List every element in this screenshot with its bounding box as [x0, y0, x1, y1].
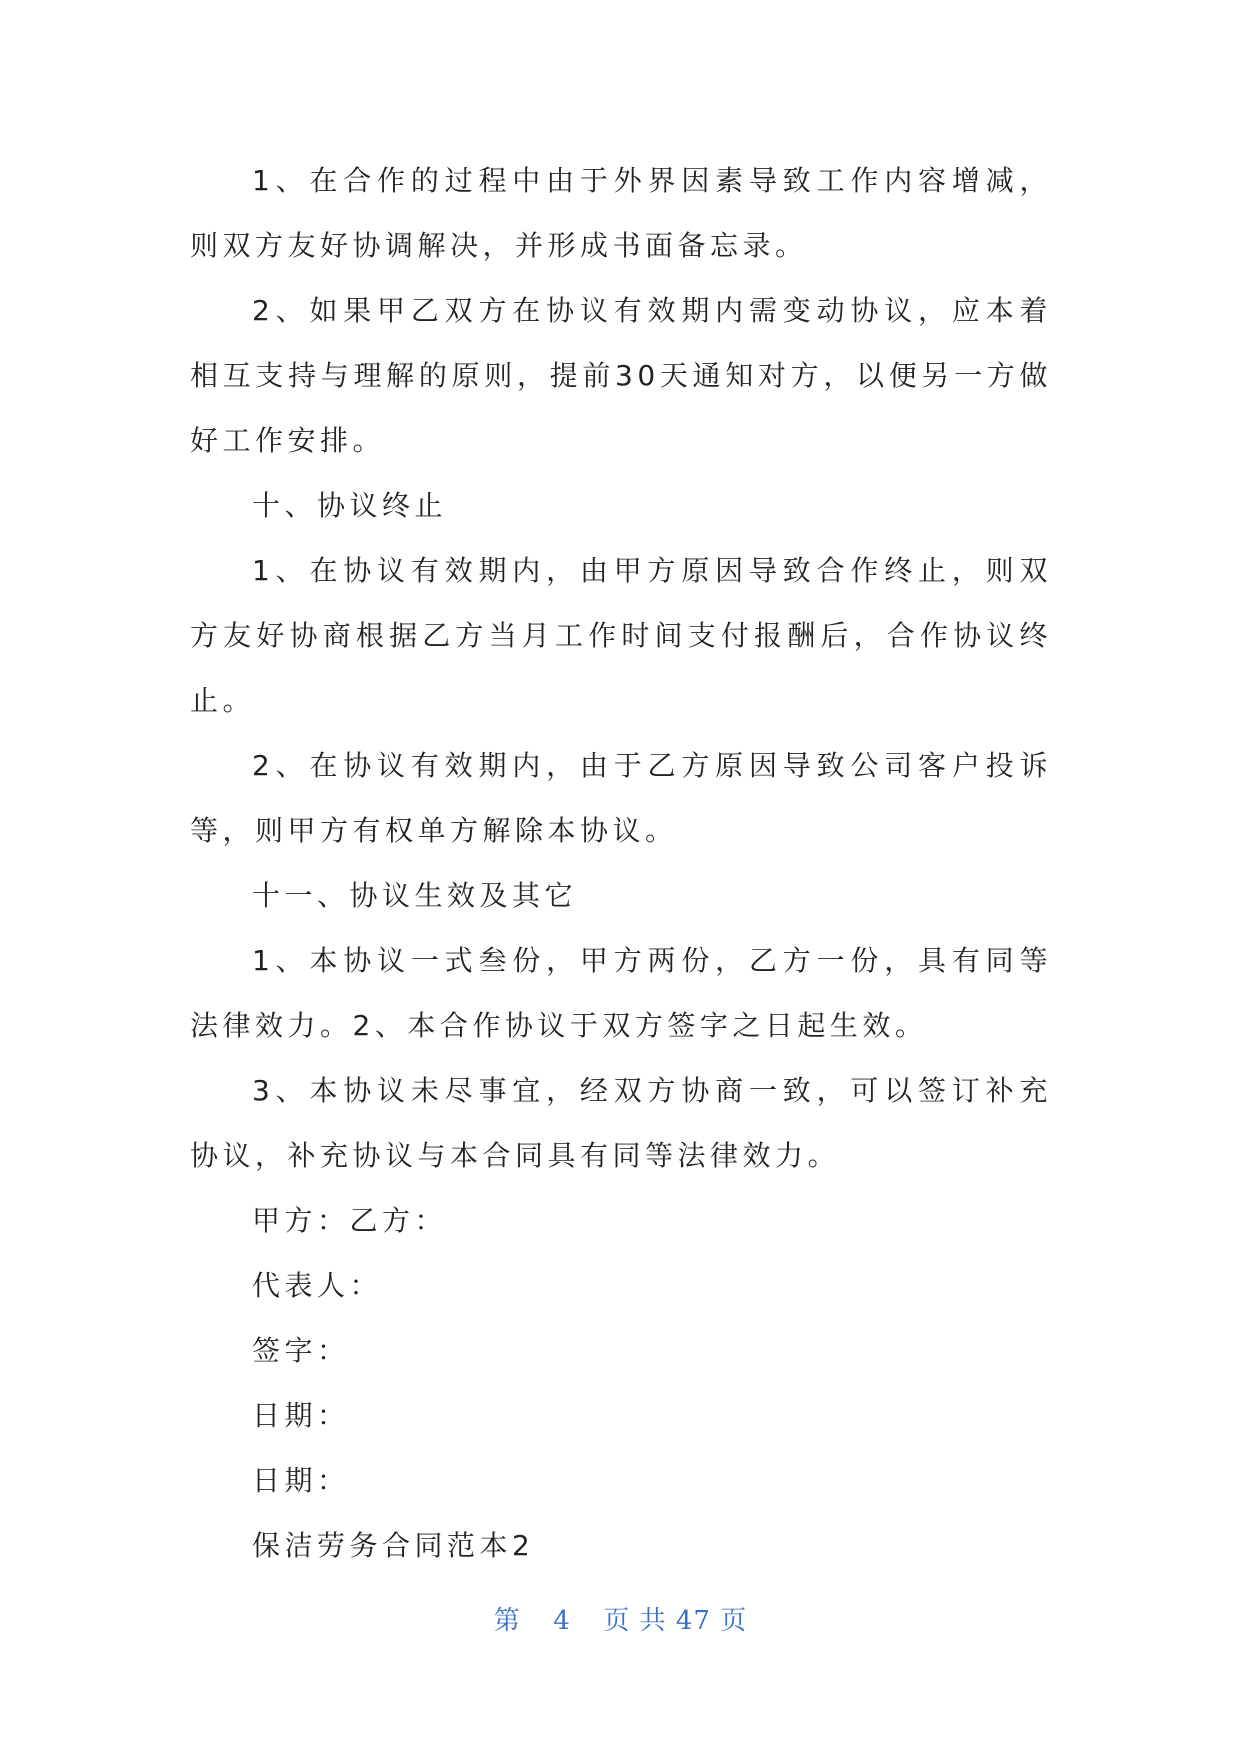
- footer-suffix: 页: [720, 1606, 748, 1636]
- paragraph-termination-2: 2、在协议有效期内，由于乙方原因导致公司客户投诉等，则甲方有权单方解除本协议。: [190, 749, 1052, 847]
- paragraph-termination-1: 1、在协议有效期内，由甲方原因导致合作终止，则双方友好协商根据乙方当月工作时间支付报酬后，合作协议终止。: [190, 554, 1052, 717]
- date-line-1: 日期：: [252, 1399, 350, 1432]
- footer-prefix: 第: [493, 1606, 521, 1636]
- page-number-footer: [0, 1600, 1241, 1637]
- section-heading-termination: 十、协议终止: [252, 489, 448, 522]
- next-contract-title: 保洁劳务合同范本2: [252, 1529, 535, 1562]
- document-body: [190, 148, 1052, 1578]
- section-heading-effectiveness: 十一、协议生效及其它: [252, 879, 578, 912]
- representative-line: 代表人：: [252, 1269, 383, 1302]
- signature-line: 签字：: [252, 1334, 350, 1367]
- paragraph-effectiveness-1: 1、本协议一式叁份，甲方两份，乙方一份，具有同等法律效力。2、本合作协议于双方签字之日起生效。: [190, 944, 1052, 1042]
- paragraph-clause-1: 1、在合作的过程中由于外界因素导致工作内容增减，则双方友好协调解决，并形成书面备忘录。: [190, 164, 1052, 262]
- footer-middle: 页 共: [603, 1606, 667, 1636]
- signature-parties-line: 甲方：乙方：: [252, 1204, 448, 1237]
- paragraph-effectiveness-3: 3、本协议未尽事宜，经双方协商一致，可以签订补充协议，补充协议与本合同具有同等法律效力。: [190, 1074, 1052, 1172]
- footer-total-pages: 47: [675, 1606, 711, 1636]
- date-line-2: 日期：: [252, 1464, 350, 1497]
- footer-current-page: 4: [553, 1606, 571, 1636]
- paragraph-clause-2: 2、如果甲乙双方在协议有效期内需变动协议，应本着相互支持与理解的原则，提前30天通知对方，以便另一方做好工作安排。: [190, 294, 1052, 457]
